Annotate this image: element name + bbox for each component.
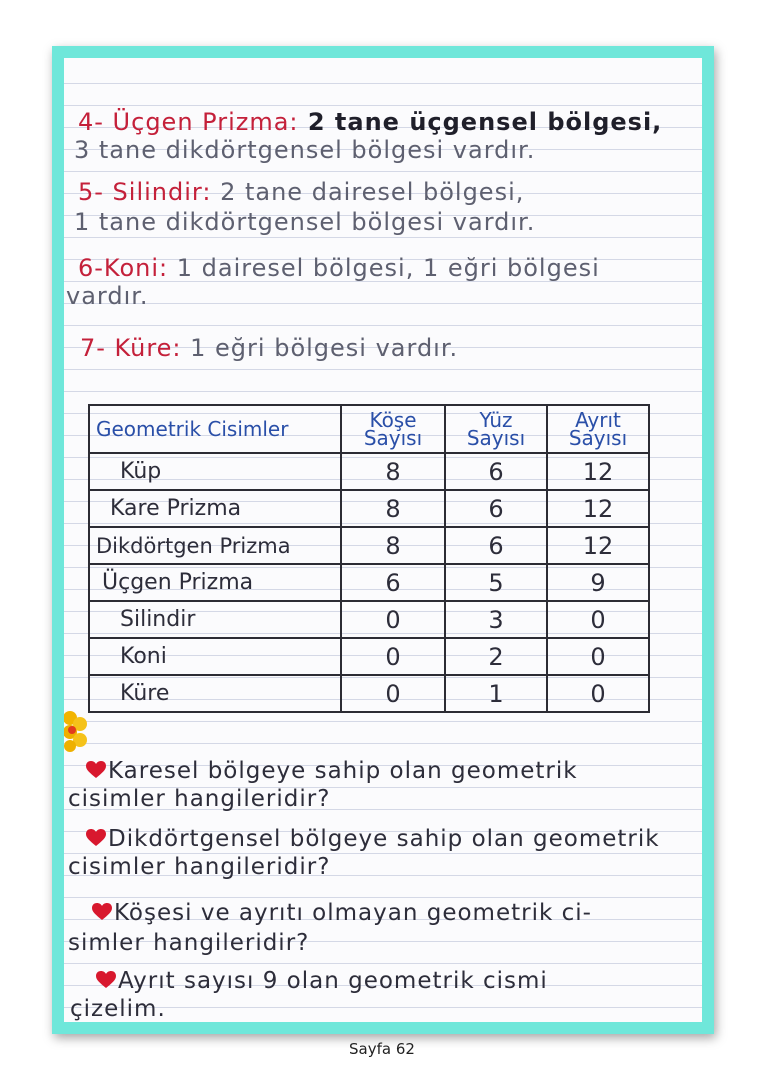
question-text: Dikdörtgensel bölgeye sahip olan geometrik bbox=[108, 826, 660, 852]
question-text: Ayrıt sayısı 9 olan geometrik cismi bbox=[118, 968, 548, 994]
note-heading-ucgen-prizma: 4- Üçgen Prizma: bbox=[78, 108, 299, 136]
table-row bbox=[89, 453, 649, 490]
header-yuz-sayisi bbox=[445, 405, 547, 453]
question-text: Köşesi ve ayrıtı olmayan geometrik ci- bbox=[114, 900, 592, 926]
row-yuz: 6 bbox=[445, 490, 547, 527]
question-3-line-1 bbox=[92, 900, 592, 926]
row-name: Koni bbox=[89, 638, 341, 675]
row-ayrit: 9 bbox=[547, 564, 649, 601]
table-row bbox=[89, 601, 649, 638]
question-text: Karesel bölgeye sahip olan geometrik bbox=[108, 758, 578, 784]
row-kose: 8 bbox=[341, 490, 445, 527]
note-line-6: vardır. bbox=[66, 282, 149, 310]
note-text: 2 tane dairesel bölgesi, bbox=[211, 178, 525, 206]
note-text: 2 tane üçgensel bölgesi, bbox=[298, 108, 663, 136]
row-ayrit: 12 bbox=[547, 490, 649, 527]
note-text: 1 eğri bölgesi vardır. bbox=[181, 334, 459, 362]
row-yuz: 5 bbox=[445, 564, 547, 601]
table-row bbox=[89, 527, 649, 564]
page-frame bbox=[52, 46, 714, 1034]
row-kose: 8 bbox=[341, 453, 445, 490]
note-line-4: 1 tane dikdörtgensel bölgesi vardır. bbox=[74, 208, 536, 236]
row-yuz: 6 bbox=[445, 453, 547, 490]
header-text: Sayısı bbox=[466, 426, 526, 450]
geometric-solids-table bbox=[88, 404, 650, 713]
question-4-line-1 bbox=[96, 968, 548, 994]
note-line-7 bbox=[80, 334, 458, 362]
note-text: 1 dairesel bölgesi, 1 eğri bölgesi bbox=[168, 254, 600, 282]
heart-icon bbox=[86, 761, 106, 779]
notebook-paper bbox=[64, 58, 702, 1022]
row-kose: 8 bbox=[341, 527, 445, 564]
question-2-line-2: cisimler hangileridir? bbox=[68, 854, 331, 880]
header-geometrik-cisimler: Geometrik Cisimler bbox=[89, 405, 341, 453]
header-kose-sayisi bbox=[341, 405, 445, 453]
row-name: Kare Prizma bbox=[89, 490, 341, 527]
question-3-line-2: simler hangileridir? bbox=[68, 930, 310, 956]
note-heading-koni: 6-Koni: bbox=[78, 254, 169, 282]
note-heading-kure: 7- Küre: bbox=[80, 334, 182, 362]
table-row bbox=[89, 675, 649, 712]
row-kose: 0 bbox=[341, 601, 445, 638]
table-row bbox=[89, 564, 649, 601]
row-ayrit: 12 bbox=[547, 527, 649, 564]
page-number: Sayfa 62 bbox=[349, 1040, 415, 1058]
question-2-line-1 bbox=[86, 826, 660, 852]
row-kose: 0 bbox=[341, 675, 445, 712]
header-text: Yüz bbox=[479, 408, 513, 432]
row-ayrit: 0 bbox=[547, 675, 649, 712]
row-kose: 6 bbox=[341, 564, 445, 601]
note-line-5 bbox=[78, 254, 600, 282]
note-line-3 bbox=[78, 178, 524, 206]
row-ayrit: 0 bbox=[547, 601, 649, 638]
row-name: Küp bbox=[89, 453, 341, 490]
row-yuz: 1 bbox=[445, 675, 547, 712]
note-line-1 bbox=[78, 108, 662, 136]
table-row bbox=[89, 638, 649, 675]
header-ayrit-sayisi bbox=[547, 405, 649, 453]
note-heading-silindir: 5- Silindir: bbox=[78, 178, 212, 206]
header-text: Sayısı bbox=[363, 426, 423, 450]
note-line-2: 3 tane dikdörtgensel bölgesi vardır. bbox=[74, 136, 536, 164]
question-1-line-2: cisimler hangileridir? bbox=[68, 786, 331, 812]
row-ayrit: 12 bbox=[547, 453, 649, 490]
flower-doodle-icon bbox=[64, 710, 92, 754]
row-yuz: 2 bbox=[445, 638, 547, 675]
question-4-line-2: çizelim. bbox=[70, 996, 166, 1022]
header-text: Sayısı bbox=[568, 426, 628, 450]
table-header-row bbox=[89, 405, 649, 453]
header-text: Ayrıt bbox=[575, 408, 621, 432]
row-yuz: 6 bbox=[445, 527, 547, 564]
row-name: Silindir bbox=[89, 601, 341, 638]
table-row bbox=[89, 490, 649, 527]
row-kose: 0 bbox=[341, 638, 445, 675]
row-yuz: 3 bbox=[445, 601, 547, 638]
heart-icon bbox=[86, 829, 106, 847]
row-name: Üçgen Prizma bbox=[89, 564, 341, 601]
question-1-line-1 bbox=[86, 758, 578, 784]
heart-icon bbox=[96, 971, 116, 989]
heart-icon bbox=[92, 903, 112, 921]
row-ayrit: 0 bbox=[547, 638, 649, 675]
header-text: Köşe bbox=[369, 408, 417, 432]
row-name: Küre bbox=[89, 675, 341, 712]
row-name: Dikdörtgen Prizma bbox=[89, 527, 341, 564]
